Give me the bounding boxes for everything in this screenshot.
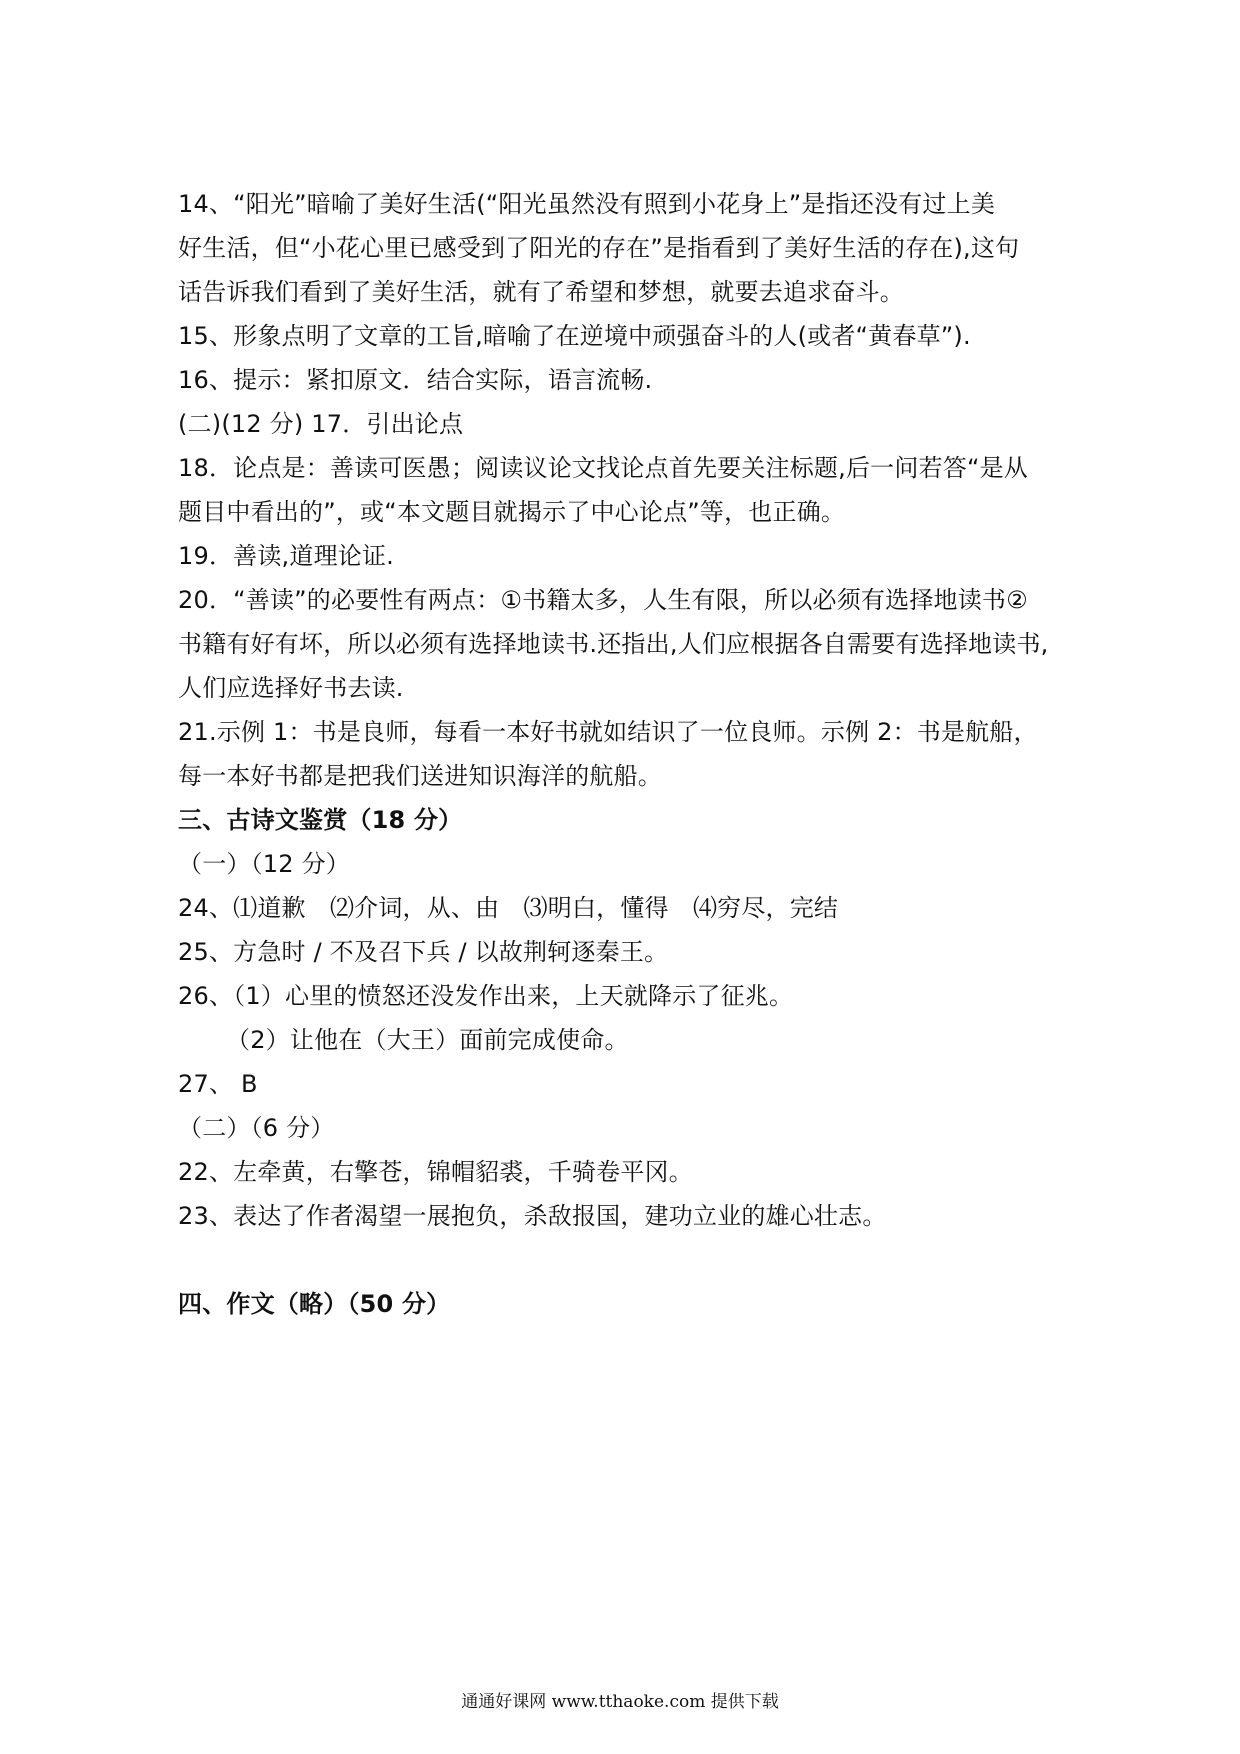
answer-line-27: 27、 B: [178, 1070, 258, 1098]
section-spacer: [178, 1238, 1078, 1282]
answer-line-26a: 26、（1）心里的愤怒还没发作出来，上天就降示了征兆。: [178, 982, 794, 1010]
answer-line-24: 24、⑴道歉 ⑵介词，从、由 ⑶明白，懂得 ⑷穷尽，完结: [178, 894, 839, 922]
answer-line-17: (二)(12 分) 17．引出论点: [178, 410, 464, 438]
answer-line-21a: 21.示例 1：书是良师，每看一本好书就如结识了一位良师。示例 2：书是航船，: [178, 718, 1038, 746]
answer-line-15: 15、形象点明了文章的工旨,暗喻了在逆境中顽强奋斗的人(或者“黄春草”).: [178, 322, 971, 350]
subsection-2-label: （二）（6 分）: [178, 1114, 335, 1142]
answer-line-14b: 好生活，但“小花心里已感受到了阳光的存在”是指看到了美好生活的存在),这句: [178, 234, 1020, 262]
answer-content: [178, 182, 1078, 1326]
answer-line-20c: 人们应选择好书去读.: [178, 674, 404, 702]
answer-line-16: 16、提示：紧扣原文．结合实际，语言流畅.: [178, 366, 653, 394]
answer-line-18b: 题目中看出的”，或“本文题目就揭示了中心论点”等，也正确。: [178, 498, 846, 526]
answer-line-19: 19．善读,道理论证.: [178, 542, 394, 570]
answer-line-21b: 每一本好书都是把我们送进知识海洋的航船。: [178, 762, 662, 790]
answer-line-18a: 18．论点是：善读可医愚；阅读议论文找论点首先要关注标题,后一问若答“是从: [178, 454, 1028, 482]
subsection-1-label: （一）（12 分）: [178, 850, 350, 878]
answer-line-23: 23、表达了作者渴望一展抱负，杀敌报国，建功立业的雄心壮志。: [178, 1202, 887, 1230]
answer-line-25: 25、方急时 / 不及召下兵 / 以故荆轲逐秦王。: [178, 938, 669, 966]
answer-line-20b: 书籍有好有坏，所以必须有选择地读书.还指出,人们应根据各自需要有选择地读书,: [178, 630, 1049, 658]
answer-line-26b: （2）让他在（大王）面前完成使命。: [226, 1026, 629, 1054]
answer-line-14a: 14、“阳光”暗喻了美好生活(“阳光虽然没有照到小花身上”是指还没有过上美: [178, 190, 996, 218]
answer-line-14c: 话告诉我们看到了美好生活，就有了希望和梦想，就要去追求奋斗。: [178, 278, 904, 306]
section-3-heading: 三、古诗文鉴赏（18 分）: [178, 806, 463, 834]
answer-line-22: 22、左牵黄，右擎苍，锦帽貂裘，千骑卷平冈。: [178, 1158, 693, 1186]
answer-line-20a: 20．“善读”的必要性有两点：①书籍太多，人生有限，所以必须有选择地读书②: [178, 586, 1028, 614]
section-4-heading: 四、作文（略）（50 分）: [178, 1290, 451, 1318]
page-footer: 通通好课网 www.tthaoke.com 提供下载: [461, 1692, 779, 1712]
